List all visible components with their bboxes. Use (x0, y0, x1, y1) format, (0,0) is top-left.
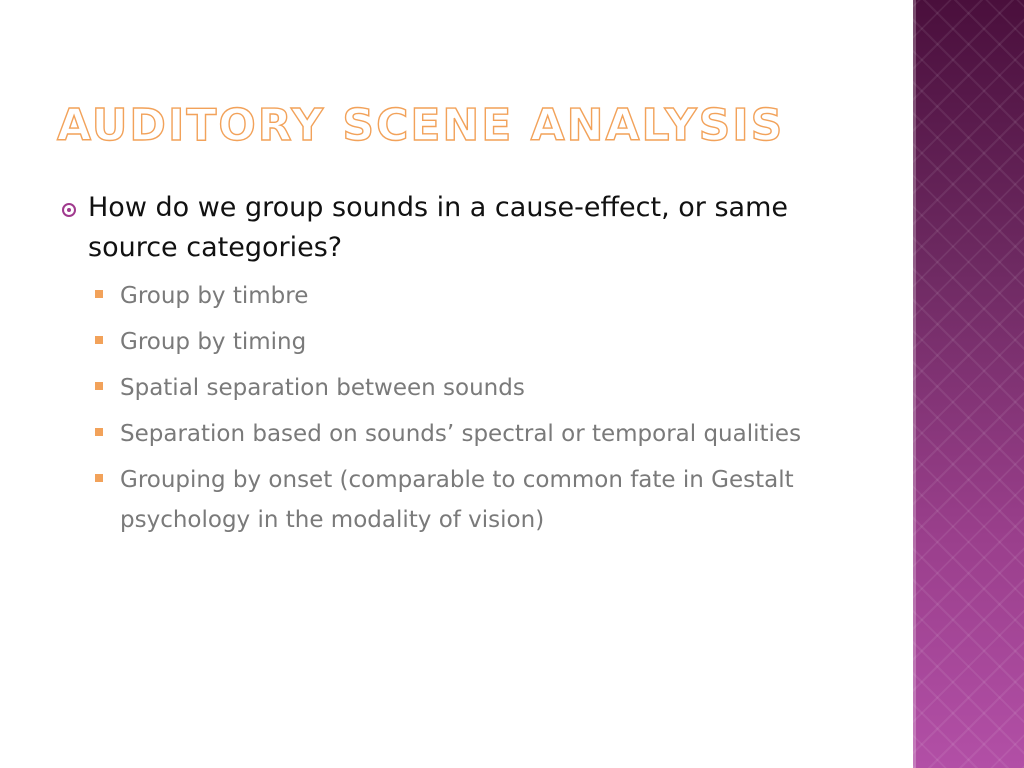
sub-bullet-text: Separation based on sounds’ spectral or temporal qualities (120, 421, 802, 447)
main-bullet-text: How do we group sounds in a cause-effect, or same source categories? (88, 192, 788, 263)
sub-bullet-item (95, 368, 862, 408)
sub-bullet-text: Group by timing (120, 329, 307, 355)
slide-body (62, 188, 862, 546)
square-bullet-icon (95, 336, 103, 344)
decorative-side-band (913, 0, 1024, 768)
circle-dot-bullet-icon (62, 203, 76, 217)
main-bullet-item (62, 188, 862, 268)
slide-title: AUDITORY SCENE ANALYSIS (57, 100, 785, 151)
sub-bullet-text: Group by timbre (120, 283, 309, 309)
square-bullet-icon (95, 382, 103, 390)
sub-bullet-list (62, 276, 862, 540)
square-bullet-icon (95, 474, 103, 482)
square-bullet-icon (95, 290, 103, 298)
sub-bullet-item (95, 460, 862, 540)
square-bullet-icon (95, 428, 103, 436)
sub-bullet-text: Spatial separation between sounds (120, 375, 525, 401)
sub-bullet-item (95, 414, 862, 454)
sub-bullet-text: Grouping by onset (comparable to common fate in Gestalt psychology in the modality of vision) (120, 467, 794, 533)
sub-bullet-item (95, 276, 862, 316)
sub-bullet-item (95, 322, 862, 362)
side-band-edge (913, 0, 916, 768)
